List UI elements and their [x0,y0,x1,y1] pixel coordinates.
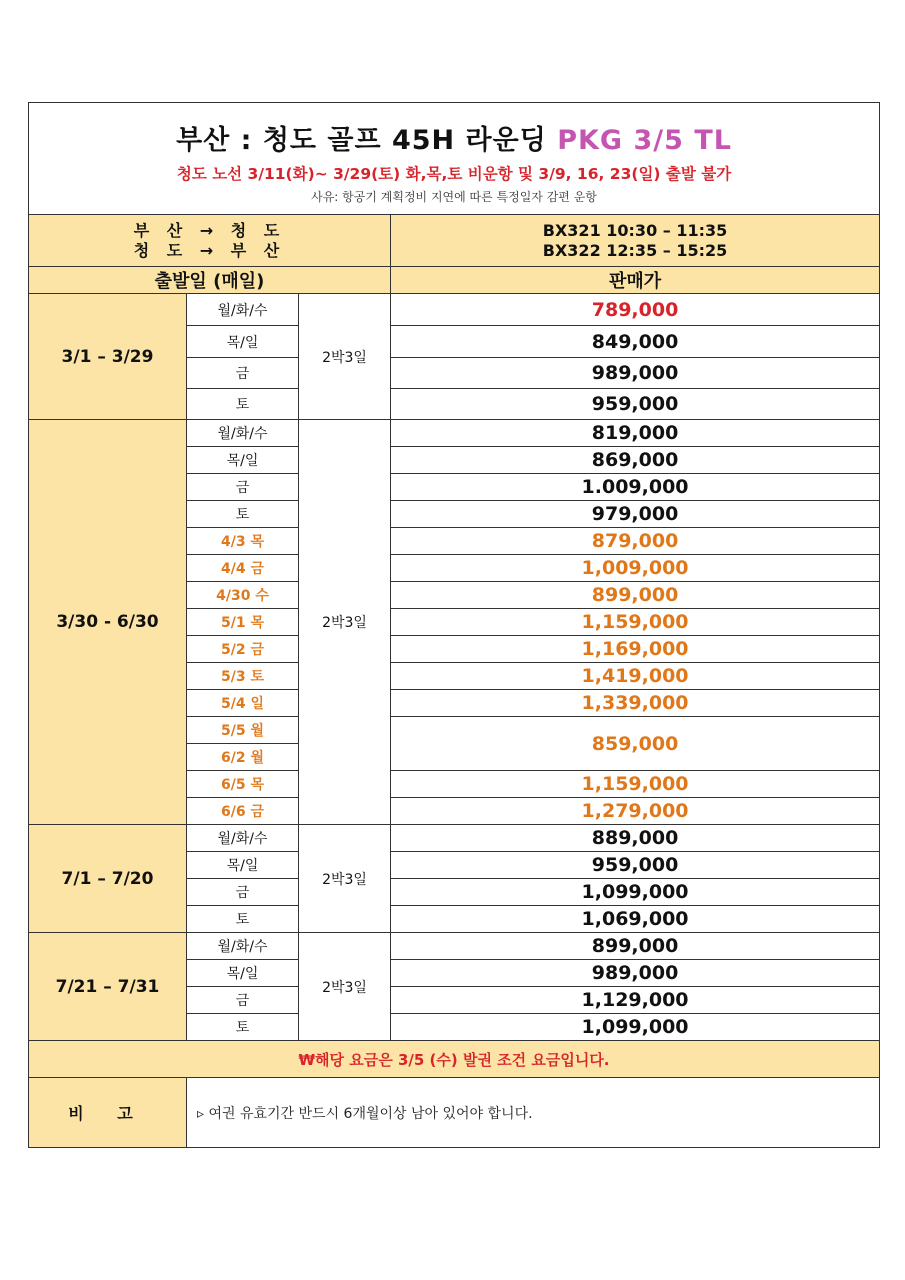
price-cell: 1,169,000 [391,636,880,663]
stay-cell: 2박3일 [299,933,391,1041]
day-cell: 월/화/수 [187,420,299,447]
day-cell: 6/2 월 [187,744,299,771]
price-cell: 1,159,000 [391,609,880,636]
day-cell: 금 [187,987,299,1014]
day-cell: 금 [187,474,299,501]
price-header: 판매가 [391,267,880,294]
day-cell: 금 [187,879,299,906]
remarks-text: ▹ 여권 유효기간 반드시 6개월이상 남아 있어야 합니다. [187,1078,880,1148]
day-cell: 목/일 [187,852,299,879]
inbound-flight: BX322 12:35 – 15:25 [542,240,728,260]
price-cell: 1,159,000 [391,771,880,798]
period-label: 3/30 - 6/30 [29,420,187,825]
title-block [29,103,880,215]
day-cell: 목/일 [187,960,299,987]
day-cell: 6/6 금 [187,798,299,825]
day-cell: 5/5 월 [187,717,299,744]
day-cell: 토 [187,389,299,420]
day-cell: 5/3 토 [187,663,299,690]
price-cell: 859,000 [391,717,880,771]
schedule-note: 사유: 항공기 계획정비 지연에 따른 특정일자 감편 운항 [311,190,597,204]
price-cell: 789,000 [391,294,880,326]
period-label: 7/1 – 7/20 [29,825,187,933]
price-cell: 1,009,000 [391,555,880,582]
price-cell: 819,000 [391,420,880,447]
price-cell: 889,000 [391,825,880,852]
stay-cell: 2박3일 [299,825,391,933]
route-cell [29,215,391,267]
day-cell: 목/일 [187,326,299,358]
table-row [29,825,880,852]
stay-cell: 2박3일 [299,420,391,825]
day-cell: 월/화/수 [187,825,299,852]
day-cell: 5/4 일 [187,690,299,717]
inbound-route: 청 도 → 부 산 [133,240,286,260]
period-label: 3/1 – 3/29 [29,294,187,420]
price-cell: 1,279,000 [391,798,880,825]
remarks-label: 비 고 [29,1078,187,1148]
price-cell: 869,000 [391,447,880,474]
day-cell: 4/30 수 [187,582,299,609]
day-cell: 5/1 목 [187,609,299,636]
price-cell: 899,000 [391,582,880,609]
table-row [29,294,880,326]
price-cell: 899,000 [391,933,880,960]
flight-cell [391,215,880,267]
pkg-label: PKG 3/5 TL [557,125,732,156]
day-cell: 월/화/수 [187,933,299,960]
price-cell: 1,069,000 [391,906,880,933]
day-cell: 목/일 [187,447,299,474]
day-cell: 토 [187,501,299,528]
price-cell: 1,099,000 [391,879,880,906]
table-row [29,420,880,447]
day-cell: 4/4 금 [187,555,299,582]
schedule-warning: 청도 노선 3/11(화)~ 3/29(토) 화,목,토 비운항 및 3/9, 16, 23(일) 출발 불가 [176,165,732,183]
price-cell: 989,000 [391,358,880,389]
price-cell: 1.009,000 [391,474,880,501]
day-cell: 금 [187,358,299,389]
period-label: 7/21 – 7/31 [29,933,187,1041]
outbound-flight: BX321 10:30 – 11:35 [542,220,728,240]
price-cell: 849,000 [391,326,880,358]
day-cell: 5/2 금 [187,636,299,663]
price-cell: 1,339,000 [391,690,880,717]
page-title: 부산 : 청도 골프 45H 라운딩 PKG 3/5 TL [176,125,732,156]
stay-cell: 2박3일 [299,294,391,420]
price-cell: 979,000 [391,501,880,528]
day-cell: 토 [187,1014,299,1041]
price-cell: 1,099,000 [391,1014,880,1041]
price-cell: 879,000 [391,528,880,555]
day-cell: 6/5 목 [187,771,299,798]
day-cell: 4/3 목 [187,528,299,555]
outbound-route: 부 산 → 청 도 [133,220,286,240]
fare-notice: ₩해당 요금은 3/5 (수) 발권 조건 요금입니다. [29,1041,880,1078]
price-cell: 1,129,000 [391,987,880,1014]
table-row [29,933,880,960]
price-cell: 1,419,000 [391,663,880,690]
departure-header: 출발일 (매일) [29,267,391,294]
price-cell: 989,000 [391,960,880,987]
price-table [28,102,880,1148]
price-cell: 959,000 [391,852,880,879]
price-cell: 959,000 [391,389,880,420]
day-cell: 토 [187,906,299,933]
day-cell: 월/화/수 [187,294,299,326]
